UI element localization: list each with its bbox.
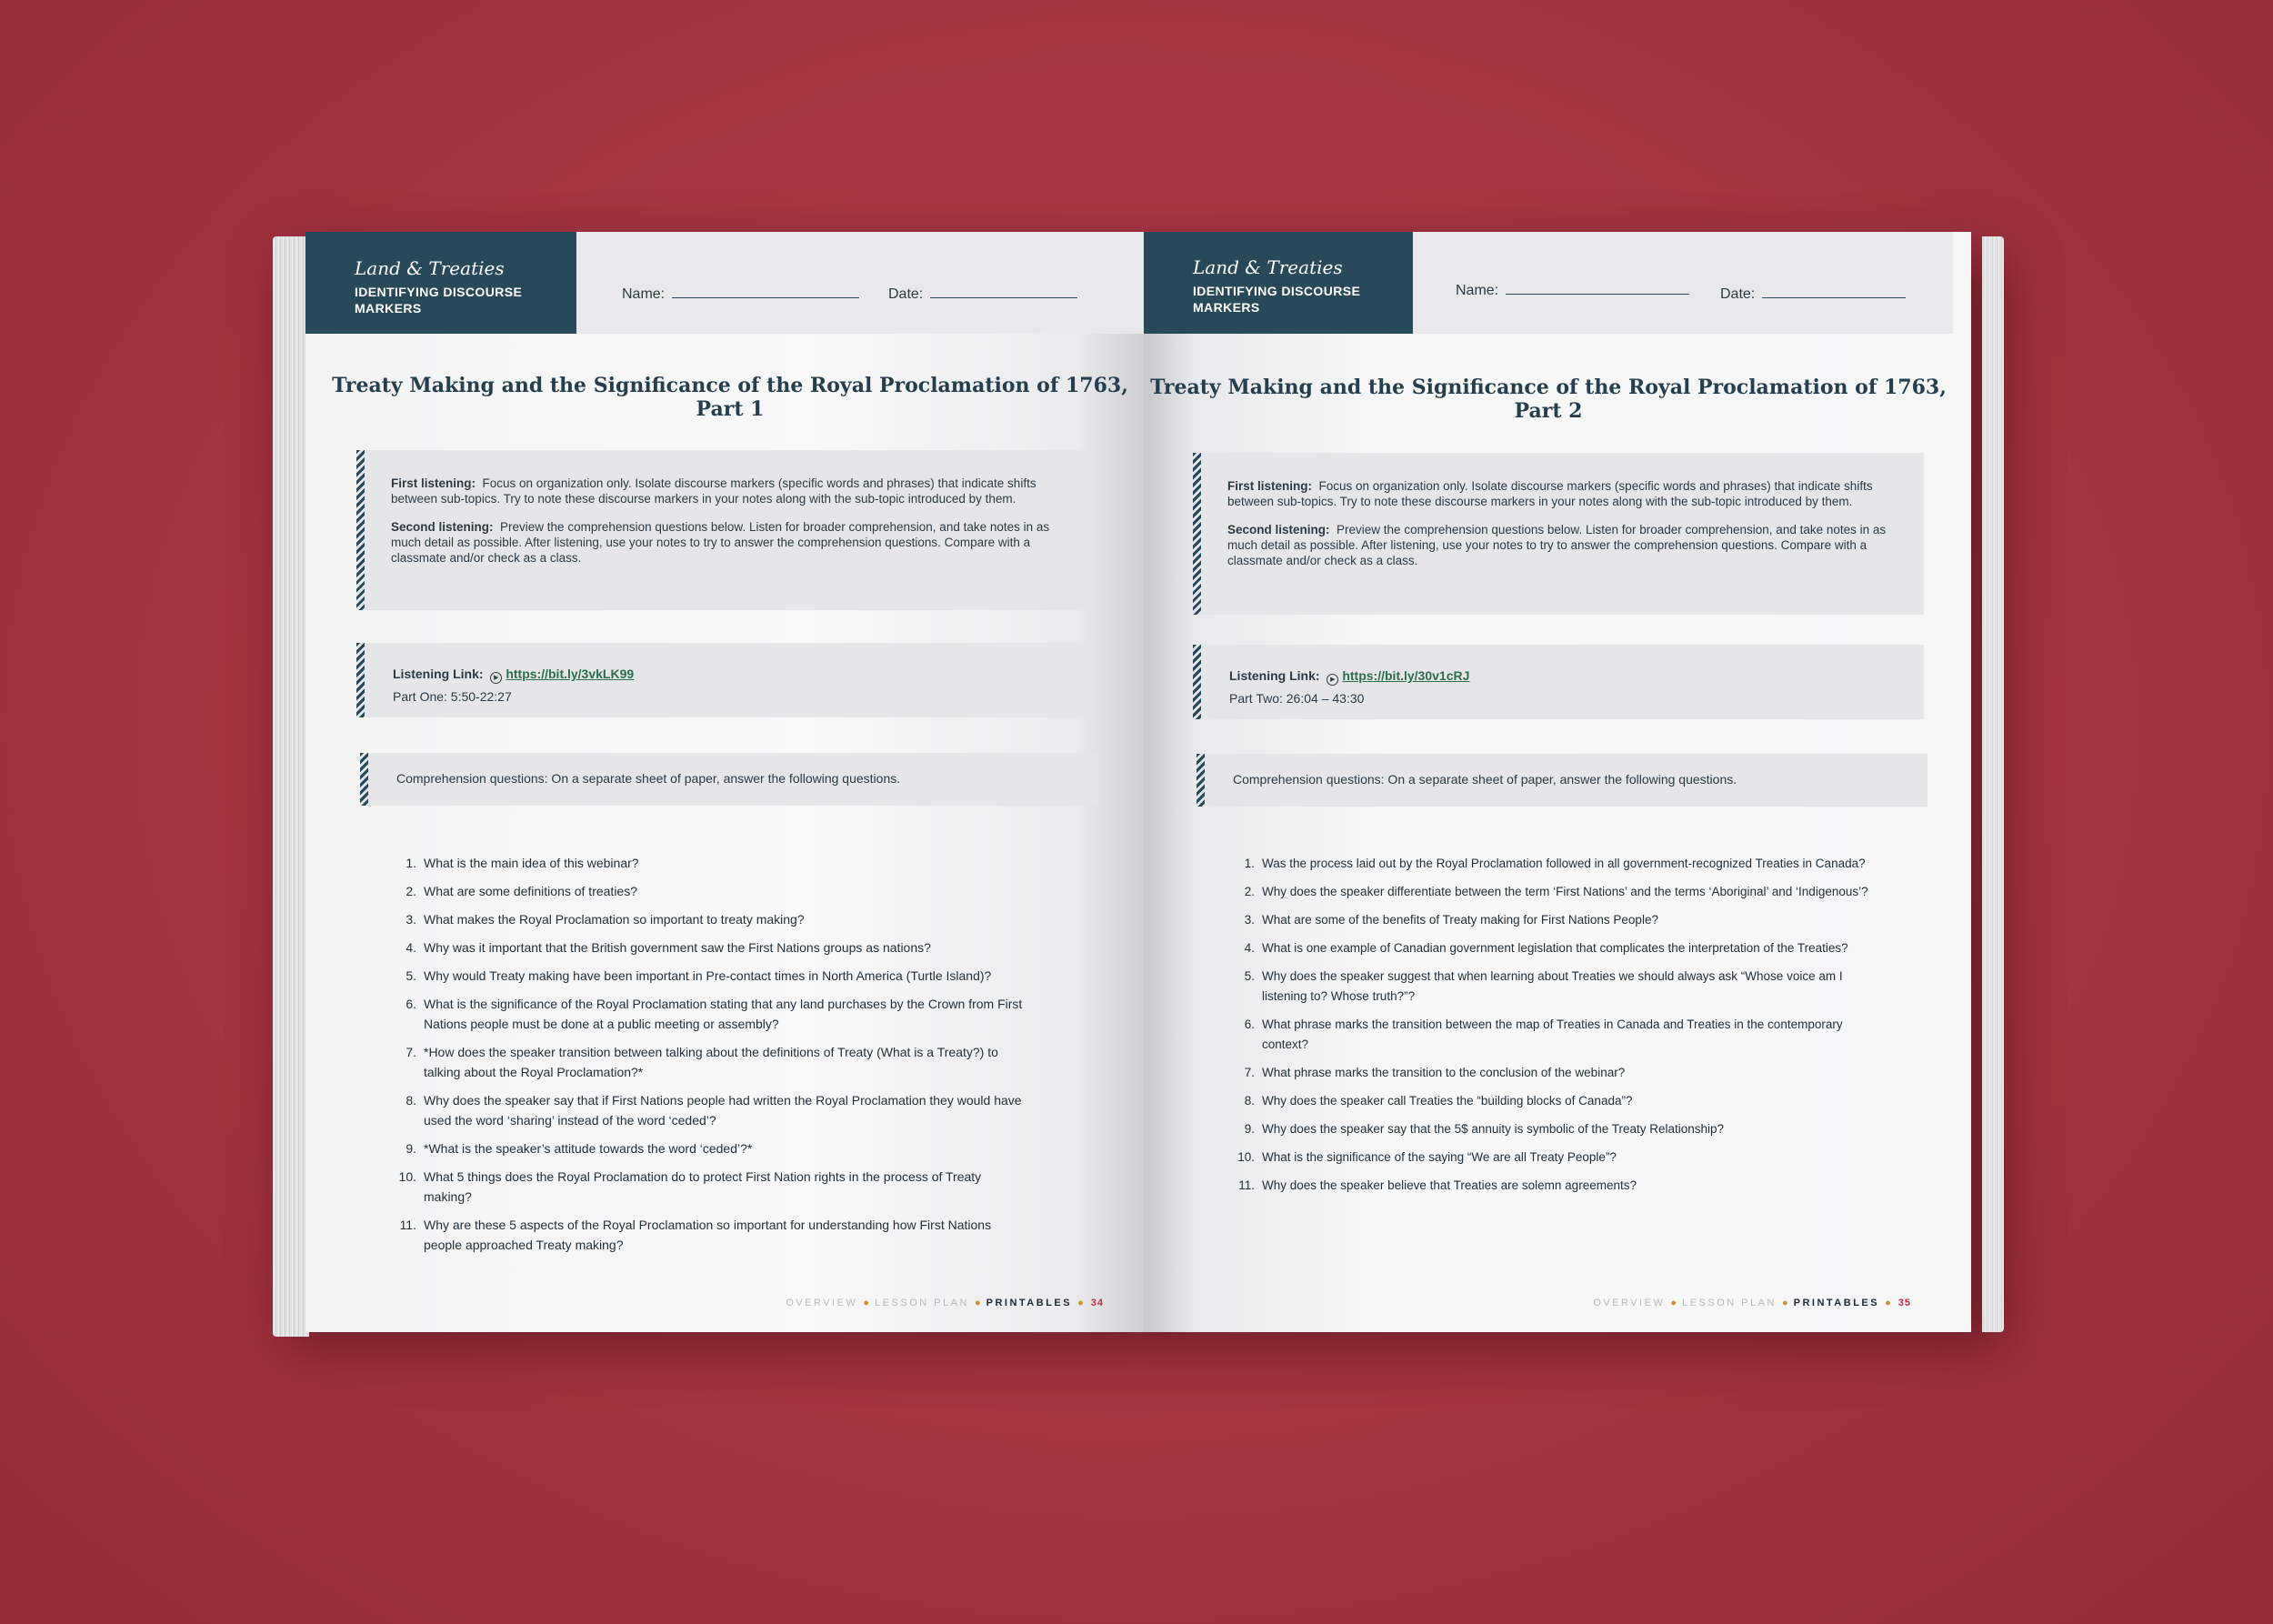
listening-link-label: Listening Link: [393,667,484,681]
name-line[interactable] [672,296,859,298]
unit-title: IDENTIFYING DISCOURSE MARKERS [355,285,523,316]
first-listening [1227,478,1900,509]
question-item: 6. What phrase marks the transition between the map of Treaties in Canada and Treaties in the contemporary context? [1244,1018,1843,1051]
series-title: Land & Treaties [1193,256,1343,278]
comprehension-box [1197,754,1928,807]
footer-printables[interactable]: PRINTABLES [1793,1298,1880,1308]
question-item: 10. What 5 things does the Royal Proclamation do to protect First Nation rights in the process of Treaty making? [398,1169,982,1204]
first-listening [391,476,1071,506]
question-list [393,853,1029,1263]
header-title-box [305,232,576,334]
name-field[interactable] [1456,283,1689,299]
name-label: Name: [622,286,666,302]
second-listening-label: Second listening: [391,520,494,534]
question-item: 10. What is the significance of the saying “We are all Treaty People”? [1237,1150,1617,1164]
question-item: 7. What phrase marks the transition to the conclusion of the webinar? [1244,1066,1626,1079]
date-line[interactable] [1762,296,1906,298]
question-item: 4. Why was it important that the British government saw the First Nations groups as nations? [406,940,931,955]
instructions-box [1193,453,1924,615]
first-listening-text: Focus on organization only. Isolate discourse markers (specific words and phrases) that indicate shifts between sub-topics. Try to note these discourse markers in your notes along with the sub-topic introduced by them. [1227,479,1873,508]
second-listening [391,519,1071,566]
left-page [305,232,1144,1332]
question-item: 5. Why does the speaker suggest that when learning about Treaties we should always ask “Whose voice am I listening to? Whose truth?”? [1244,969,1843,1003]
box-stripe [356,450,365,610]
page-edges-right [1982,236,2004,1332]
listening-link-label: Listening Link: [1229,668,1320,683]
question-item: 1. Was the process laid out by the Royal Proclamation followed in all government-recognized Treaties in Canada? [1244,857,1866,870]
question-item: 3. What makes the Royal Proclamation so important to treaty making? [406,912,805,927]
date-field[interactable] [1720,286,1906,303]
play-icon: ▶ [490,672,502,684]
comprehension-box [360,753,1098,806]
second-listening-text: Preview the comprehension questions below. Listen for broader comprehension, and take notes in as much detail as possible. After listening, use your notes to try to answer the comprehension questions. Compare with a classmate and/or check as a class. [1227,523,1887,567]
box-stripe [356,643,365,717]
footer-lesson-plan[interactable]: LESSON PLAN [1682,1298,1777,1308]
question-list [1231,854,1875,1204]
first-listening-label: First listening: [391,476,476,490]
series-title: Land & Treaties [355,257,505,279]
name-field[interactable] [622,286,859,303]
right-page [1144,232,1971,1332]
listening-link-box [356,643,1095,717]
date-line[interactable] [930,296,1077,298]
page-number: 34 [1090,1298,1104,1308]
page-title: Treaty Making and the Significance of the Royal Proclamation of 1763, Part 2 [1150,376,1947,423]
footer-lesson-plan[interactable]: LESSON PLAN [875,1298,969,1308]
instructions-box [356,450,1095,610]
box-stripe [1197,754,1205,807]
footer-nav: OVERVIEW ● LESSON PLAN ● PRINTABLES ● 35 [1593,1298,1911,1308]
question-item: 4. What is one example of Canadian government legislation that complicates the interpretation of the Treaties? [1244,941,1848,955]
page-title: Treaty Making and the Significance of the Royal Proclamation of 1763, Part 1 [332,374,1128,421]
box-stripe [360,753,368,806]
header-title-box [1144,232,1413,334]
unit-title: IDENTIFYING DISCOURSE MARKERS [1193,284,1361,315]
question-item: 11. Why does the speaker believe that Treaties are solemn agreements? [1238,1178,1637,1192]
play-icon: ▶ [1327,674,1338,686]
question-item: 5. Why would Treaty making have been important in Pre-contact times in North America (Turtle Island)? [406,968,992,983]
box-stripe [1193,453,1201,615]
question-item: 8. Why does the speaker call Treaties the “building blocks of Canada”? [1244,1094,1633,1108]
question-item: 11. Why are these 5 aspects of the Royal Proclamation so important for understanding how First Nations people approached Treaty making? [399,1218,992,1252]
page-number: 35 [1898,1298,1911,1308]
question-item: 9. Why does the speaker say that the 5$ annuity is symbolic of the Treaty Relationship? [1244,1122,1725,1136]
question-item: 1. What is the main idea of this webinar? [406,856,639,870]
question-item: 7. *How does the speaker transition between talking about the definitions of Treaty (What is a Treaty?) to talking about the Royal Proclamation?* [406,1045,998,1079]
second-listening-label: Second listening: [1227,523,1330,536]
question-item: 3. What are some of the benefits of Treaty making for First Nations People? [1244,913,1658,927]
question-item: 6. What is the significance of the Royal Proclamation stating that any land purchases by the Crown from First Nations people must be done at a public meeting or assembly? [406,997,1023,1031]
question-item: 9. *What is the speaker’s attitude towards the word ‘ceded’?* [406,1141,753,1156]
second-listening-text: Preview the comprehension questions below. Listen for broader comprehension, and take notes in as much detail as possible. After listening, use your notes to try to answer the comprehension questions. Compare with a classmate and/or check as a class. [391,520,1050,565]
name-line[interactable] [1506,292,1689,295]
question-item: 2. Why does the speaker differentiate between the term ‘First Nations’ and the terms ‘Aboriginal’ and ‘Indigenous’? [1244,885,1868,898]
date-field[interactable] [888,286,1077,303]
question-item: 2. What are some definitions of treaties? [406,884,638,898]
first-listening-label: First listening: [1227,479,1313,493]
part-time: Part One: 5:50-22:27 [393,689,512,704]
listening-link-box [1193,645,1924,719]
comprehension-text: Comprehension questions: On a separate sheet of paper, answer the following questions. [396,771,901,786]
date-label: Date: [1720,286,1756,302]
footer-nav: OVERVIEW ● LESSON PLAN ● PRINTABLES ● 34 [786,1298,1104,1308]
question-item: 8. Why does the speaker say that if First Nations people had written the Royal Proclamation they would have used the word ‘sharing’ instead of the word ‘ceded’? [406,1093,1022,1128]
box-stripe [1193,645,1201,719]
footer-printables[interactable]: PRINTABLES [986,1298,1073,1308]
date-label: Date: [888,286,924,302]
listening-link[interactable]: https://bit.ly/30v1cRJ [1342,668,1470,683]
listening-link[interactable]: https://bit.ly/3vkLK99 [506,667,635,681]
part-time: Part Two: 26:04 – 43:30 [1229,691,1365,706]
comprehension-text: Comprehension questions: On a separate sheet of paper, answer the following questions. [1233,772,1737,787]
footer-overview[interactable]: OVERVIEW [786,1298,858,1308]
name-label: Name: [1456,283,1499,298]
page-edges-left [273,236,309,1337]
first-listening-text: Focus on organization only. Isolate discourse markers (specific words and phrases) that indicate shifts between sub-topics. Try to note these discourse markers in your notes along with the sub-topic introduced by them. [391,476,1036,506]
second-listening [1227,522,1900,568]
footer-overview[interactable]: OVERVIEW [1593,1298,1666,1308]
